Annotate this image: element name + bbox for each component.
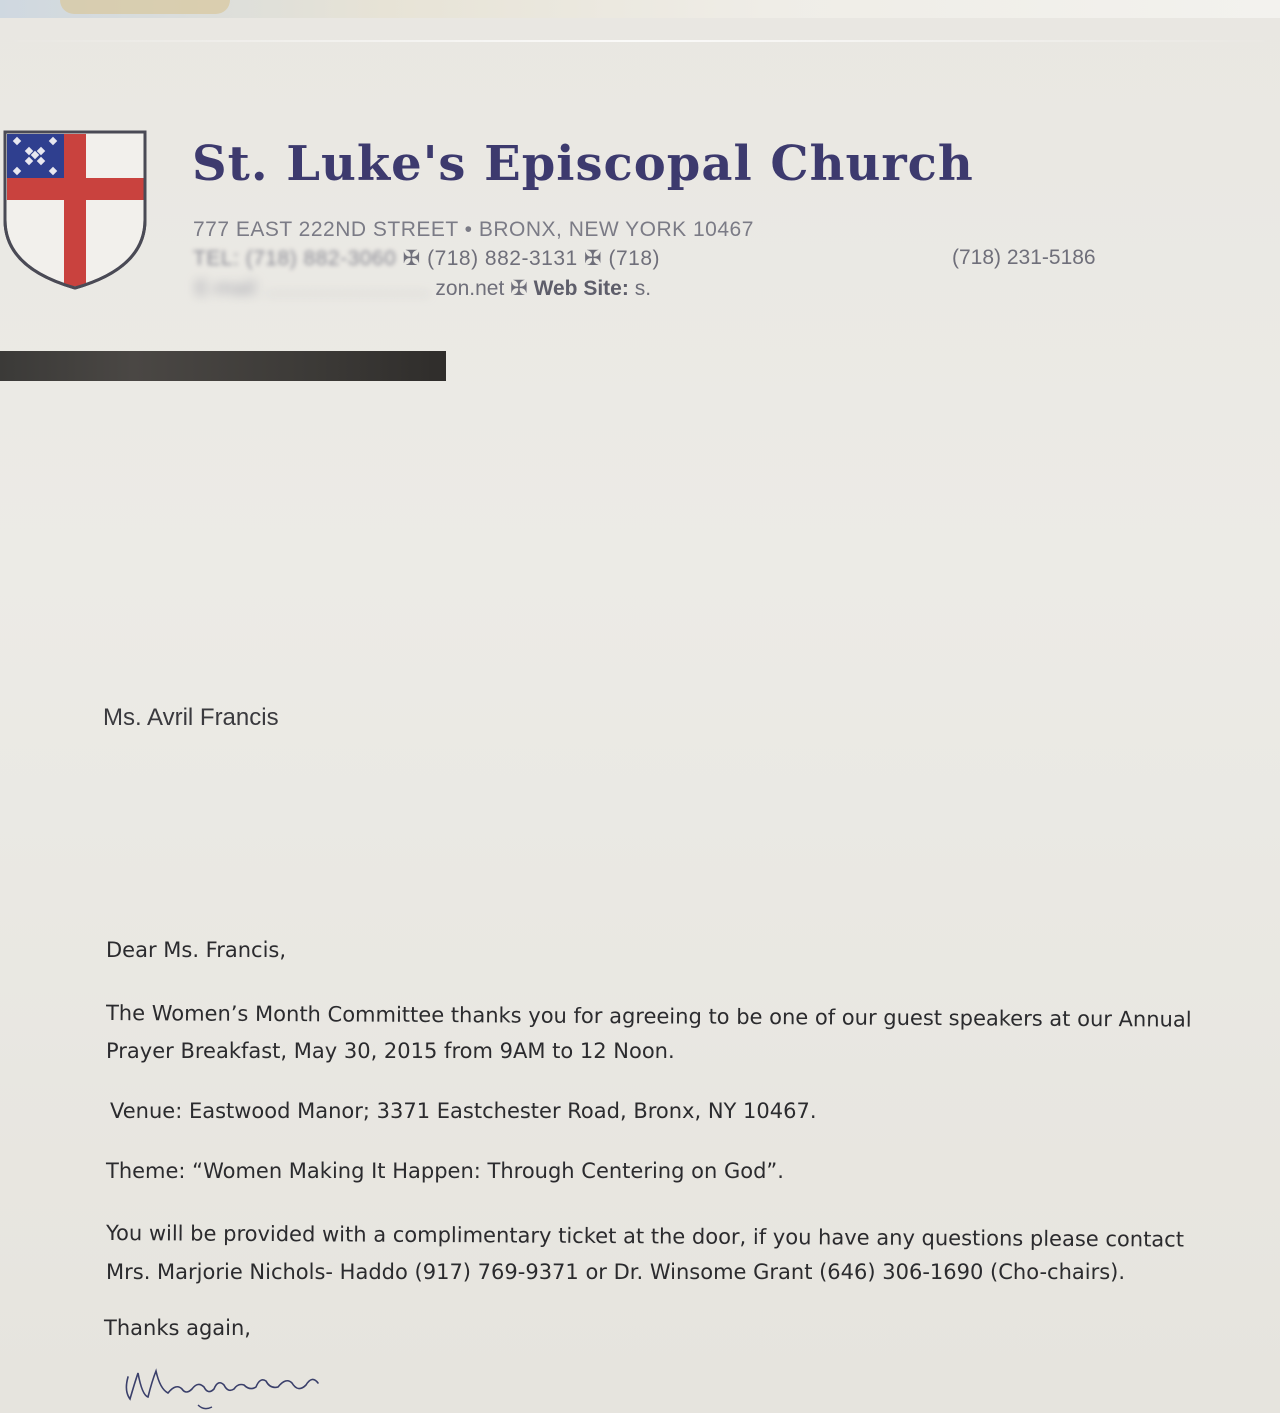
cross-icon: ✠ bbox=[510, 277, 534, 300]
redaction-bar bbox=[0, 351, 446, 381]
telephone-line bbox=[193, 246, 660, 271]
cross-icon: ✠ bbox=[584, 247, 609, 270]
handwritten-signature bbox=[120, 1355, 330, 1413]
cross-icon: ✠ bbox=[402, 247, 428, 270]
venue-line: Venue: Eastwood Manor; 3371 Eastchester Road, Bronx, NY 10467. bbox=[110, 1099, 817, 1123]
fax-number: (718) 231-5186 bbox=[952, 246, 1096, 269]
email-blurred: E-mail: ............................ bbox=[195, 277, 430, 300]
paragraph-1-line-2: Prayer Breakfast, May 30, 2015 from 9AM to 12 Noon. bbox=[106, 1039, 675, 1063]
recipient-name: Ms. Avril Francis bbox=[103, 704, 279, 731]
church-address: 777 EAST 222ND STREET • BRONX, NEW YORK 10467 bbox=[193, 218, 754, 241]
telephone-partial: (718) bbox=[608, 247, 660, 270]
fold-line bbox=[0, 40, 1280, 42]
telephone-blurred: TEL: (718) 882-3060 bbox=[193, 247, 397, 270]
salutation: Dear Ms. Francis, bbox=[106, 938, 287, 962]
paragraph-2-line-2: Mrs. Marjorie Nichols- Haddo (917) 769-9371 or Dr. Winsome Grant (646) 306-1690 (Cho-chairs). bbox=[106, 1260, 1126, 1284]
background-object bbox=[60, 0, 230, 14]
email-partial: zon.net bbox=[435, 277, 505, 300]
paragraph-1-line-1: The Women’s Month Committee thanks you for agreeing to be one of our guest speakers at our Annual bbox=[105, 1001, 1192, 1032]
telephone-main: (718) 882-3131 bbox=[427, 247, 578, 270]
website-partial: s. bbox=[634, 277, 652, 300]
website-label: Web Site: bbox=[533, 277, 629, 300]
episcopal-shield-icon bbox=[2, 128, 148, 292]
paragraph-2-line-1: You will be provided with a complimentary ticket at the door, if you have any questions please contact bbox=[105, 1221, 1185, 1252]
theme-line: Theme: “Women Making It Happen: Through Centering on God”. bbox=[106, 1159, 784, 1183]
email-web-line bbox=[195, 276, 651, 301]
church-name: St. Luke's Episcopal Church bbox=[192, 136, 974, 192]
top-edge-strip bbox=[0, 0, 1280, 18]
closing: Thanks again, bbox=[104, 1316, 251, 1340]
